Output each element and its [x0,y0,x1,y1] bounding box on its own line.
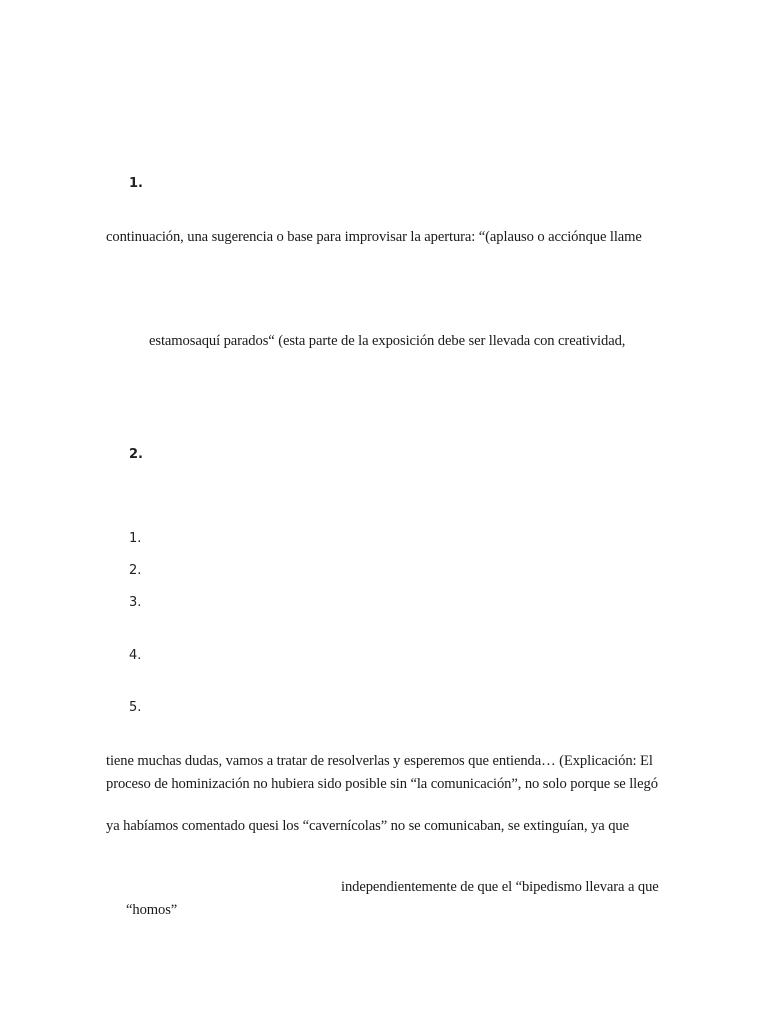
section-number-2: 2. [129,447,143,462]
paragraph-bipedismo-line-2: “homos” [126,902,178,918]
list-item-number: 3. [129,595,142,610]
section-number-1: 1. [129,176,143,191]
list-item-number: 5. [129,700,142,715]
paragraph-bipedismo-line-1: independientemente de que el “bipedismo llevara a que [341,879,659,895]
paragraph-explicacion-line-1: tiene muchas dudas, vamos a tratar de resolverlas y esperemos que entienda… (Explicación: El [106,753,653,769]
list-item-number: 1. [129,531,142,546]
paragraph-cavernicolas: ya habíamos comentado quesi los “cavernícolas” no se comunicaban, se extinguían, ya que [106,818,629,834]
paragraph-apertura: continuación, una sugerencia o base para improvisar la apertura: “(aplauso o acciónque llame [106,229,642,245]
list-item-number: 2. [129,563,142,578]
paragraph-explicacion-line-2: proceso de hominización no hubiera sido posible sin “la comunicación”, no solo porque se llegó [106,776,658,792]
paragraph-creatividad: estamosaquí parados“ (esta parte de la exposición debe ser llevada con creatividad, [149,333,626,349]
list-item-number: 4. [129,648,142,663]
